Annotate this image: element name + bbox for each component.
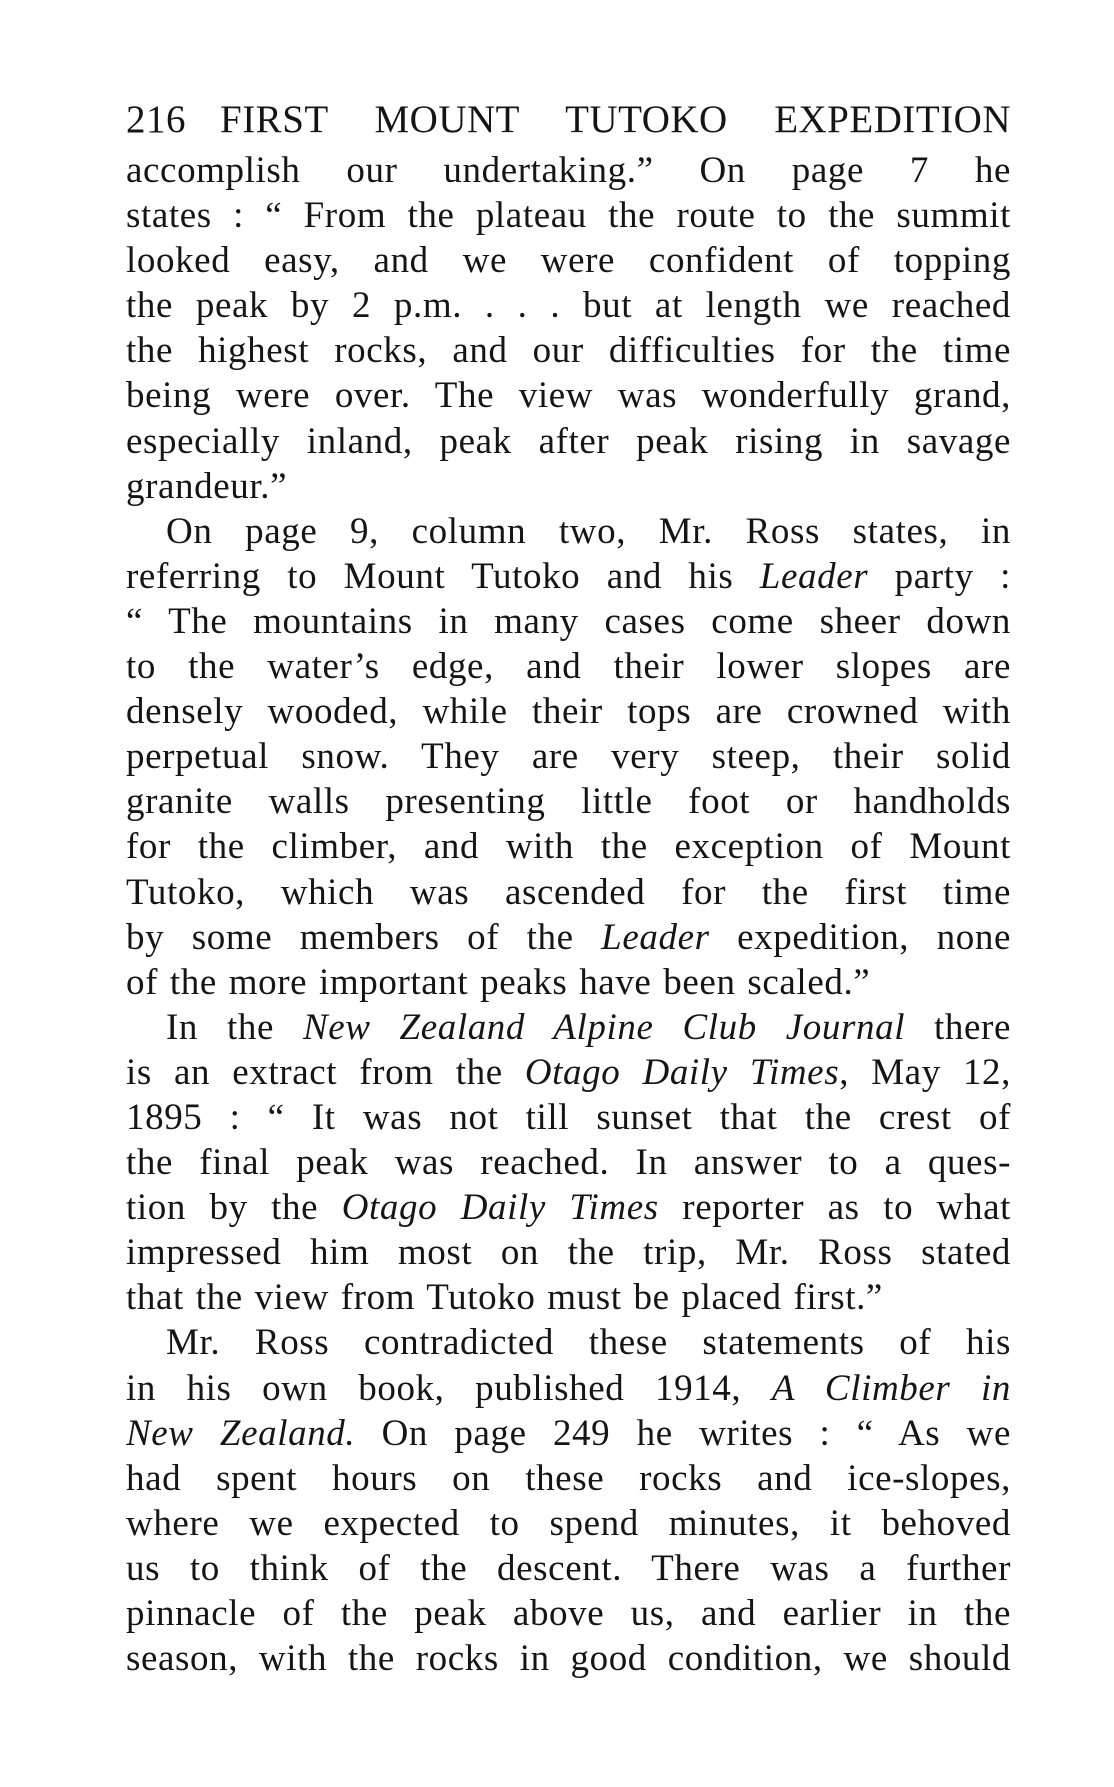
text-line: us to think of the descent. There was a further [126,1547,1011,1589]
text-line: in his own book, published 1914, A Climber in [126,1367,1011,1409]
text-line: grandeur.” [126,465,288,507]
text-line: “ The mountains in many cases come sheer down [126,600,1011,642]
text-line: especially inland, peak after peak rising in savage [126,420,1011,462]
text-line: had spent hours on these rocks and ice-slopes, [126,1457,1011,1499]
italic-title: A Climber in [771,1367,1011,1409]
text-line: the peak by 2 p.m. . . . but at length we reached [126,285,1011,327]
italic-title: New Zealand. [126,1412,356,1454]
text-line: pinnacle of the peak above us, and earlier in the [126,1593,1011,1634]
text-line: tion by the Otago Daily Times reporter as to what [126,1187,1011,1229]
text-line: by some members of the Leader expedition, none [126,916,1011,958]
body-text [126,148,1011,1681]
text-line: looked easy, and we were confident of topping [126,240,1011,282]
text-line: of the more important peaks have been scaled.” [126,961,871,1003]
page-number: 216 [126,98,186,141]
book-page [126,92,1011,1681]
text-line: the final peak was reached. In answer to a ques- [126,1142,1011,1184]
text-line: densely wooded, while their tops are crowned with [126,691,1011,733]
text-line: Mr. Ross contradicted these statements of his [166,1322,1011,1364]
text-line: Tutoko, which was ascended for the first time [126,871,1011,913]
text-line: being were over. The view was wonderfully grand, [126,375,1011,417]
italic-title: Leader [759,555,869,597]
text-line: On page 9, column two, Mr. Ross states, in [166,510,1011,552]
italic-title: Otago Daily Times [524,1051,840,1093]
text-line: season, with the rocks in good condition, we should [126,1638,1011,1680]
text-line: New Zealand. On page 249 he writes : “ As we [126,1412,1011,1454]
italic-title: Otago Daily Times [341,1187,659,1229]
italic-title: Leader [601,916,710,958]
italic-title: New Zealand Alpine Club Journal [302,1006,906,1048]
text-line: perpetual snow. They are very steep, their solid [126,736,1011,778]
text-line: is an extract from the Otago Daily Times, May 12, [126,1051,1011,1093]
text-line: to the water’s edge, and their lower slopes are [126,646,1011,688]
text-line: impressed him most on the trip, Mr. Ross stated [126,1232,1011,1274]
text-line: for the climber, and with the exception of Mount [126,826,1011,868]
running-head [126,92,1011,148]
text-line: accomplish our undertaking.” On page 7 he [126,150,1011,191]
text-line: states : “ From the plateau the route to the summit [126,195,1011,237]
text-line: the highest rocks, and our difficulties for the time [126,330,1011,372]
text-line: 1895 : “ It was not till sunset that the crest of [126,1096,1011,1138]
text-line: referring to Mount Tutoko and his Leader party : [126,555,1011,597]
text-line: In the New Zealand Alpine Club Journal there [166,1006,1011,1048]
running-title: FIRST MOUNT TUTOKO EXPEDITION [220,98,1011,141]
text-line: granite walls presenting little foot or handholds [126,781,1011,823]
text-line: that the view from Tutoko must be placed first.” [126,1277,883,1319]
text-line: where we expected to spend minutes, it behoved [126,1502,1011,1544]
